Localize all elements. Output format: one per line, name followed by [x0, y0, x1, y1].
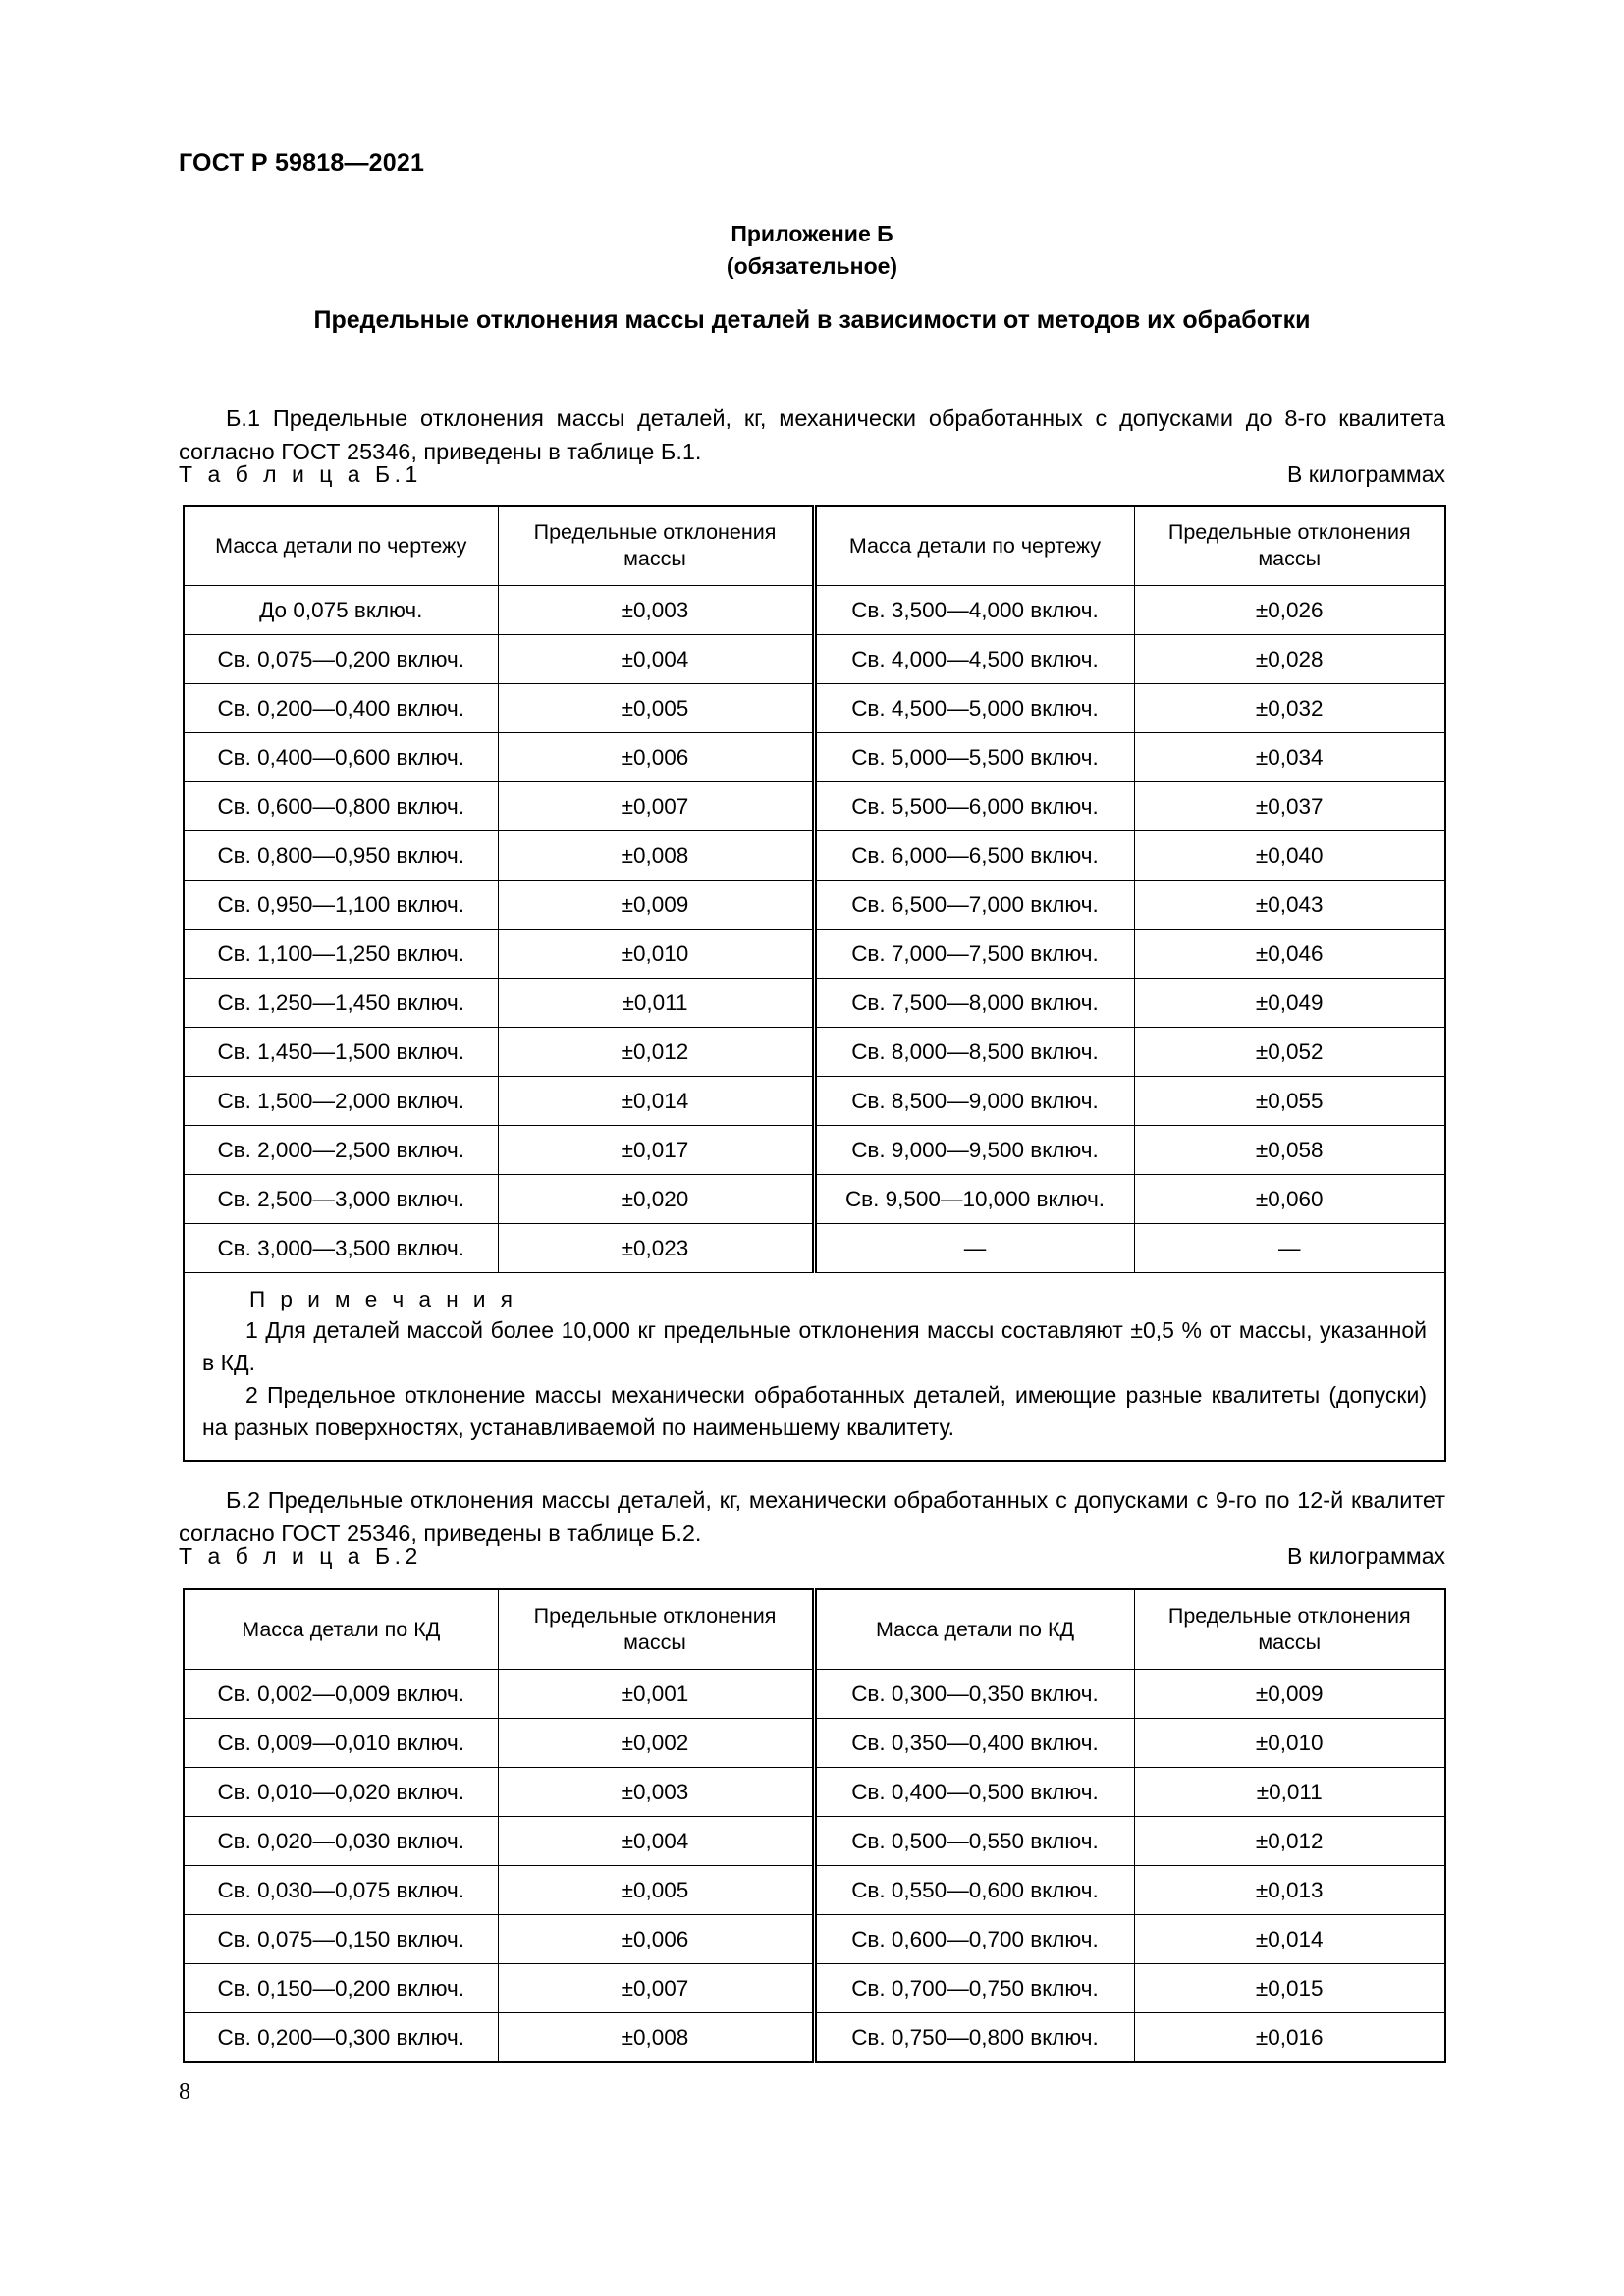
table-cell: Св. 9,500—10,000 включ.: [814, 1175, 1134, 1224]
table-cell: ±0,020: [498, 1175, 814, 1224]
table-row: [184, 1175, 1445, 1224]
table-row: [184, 733, 1445, 782]
table-cell: ±0,055: [1134, 1077, 1445, 1126]
table-cell: Св. 1,100—1,250 включ.: [184, 930, 498, 979]
table-cell: Св. 8,000—8,500 включ.: [814, 1028, 1134, 1077]
table-b1-notes-row: [184, 1273, 1445, 1462]
table-b2-header-row: [184, 1589, 1445, 1670]
table-cell: ±0,060: [1134, 1175, 1445, 1224]
table-cell: Св. 0,002—0,009 включ.: [184, 1670, 498, 1719]
table-cell: Св. 4,000—4,500 включ.: [814, 635, 1134, 684]
table-b1-units: В килограммах: [1287, 461, 1445, 487]
annex-heading: Предельные отклонения массы деталей в зависимости от методов их обработки: [313, 306, 1311, 334]
table-cell: Св. 3,000—3,500 включ.: [184, 1224, 498, 1273]
table-b2-units: В килограммах: [1287, 1543, 1445, 1569]
paragraph-b2-text: Б.2 Предельные отклонения массы деталей, кг, механически обработанных с допусками с 9-го по 12-й квалитет согласно ГОСТ 25346, приведены в таблице Б.2.: [179, 1486, 1445, 1546]
table-cell: ±0,014: [1134, 1915, 1445, 1964]
table-cell: ±0,004: [498, 1817, 814, 1866]
table-row: [184, 1866, 1445, 1915]
table-cell: ±0,003: [498, 586, 814, 635]
table-cell: Св. 0,150—0,200 включ.: [184, 1964, 498, 2013]
table-cell: ±0,026: [1134, 586, 1445, 635]
table-cell: Св. 6,000—6,500 включ.: [814, 831, 1134, 881]
table-cell: Св. 0,020—0,030 включ.: [184, 1817, 498, 1866]
table-cell: ±0,049: [1134, 979, 1445, 1028]
table-cell: ±0,006: [498, 733, 814, 782]
table-cell: ±0,002: [498, 1719, 814, 1768]
table-b1-header-cell: Масса детали по чертежу: [184, 506, 498, 586]
note-item-1-text: 1 Для деталей массой более 10,000 кг предельные отклонения массы составляют ±0,5 % от массы, указанной в КД.: [202, 1317, 1427, 1375]
table-cell: ±0,015: [1134, 1964, 1445, 2013]
table-b1-body: [184, 586, 1445, 1462]
table-b2: [183, 1588, 1446, 2063]
table-cell: ±0,007: [498, 1964, 814, 2013]
table-row: [184, 1224, 1445, 1273]
table-cell: Св. 0,200—0,300 включ.: [184, 2013, 498, 2063]
table-row: [184, 1670, 1445, 1719]
table-b2-body: [184, 1670, 1445, 2063]
table-cell: ±0,010: [1134, 1719, 1445, 1768]
table-b1-notes-cell: [184, 1273, 1445, 1462]
table-cell: Св. 2,500—3,000 включ.: [184, 1175, 498, 1224]
page-number: 8: [179, 2079, 190, 2105]
table-cell: ±0,014: [498, 1077, 814, 1126]
table-cell: ±0,058: [1134, 1126, 1445, 1175]
table-row: [184, 1719, 1445, 1768]
table-b1: [183, 505, 1446, 1462]
table-b2-caption-row: [179, 1543, 1445, 1570]
table-row: [184, 684, 1445, 733]
table-cell: ±0,037: [1134, 782, 1445, 831]
notes-title: П р и м е ч а н и я: [249, 1287, 517, 1311]
table-cell: Св. 5,500—6,000 включ.: [814, 782, 1134, 831]
table-cell: ±0,008: [498, 831, 814, 881]
table-cell: Св. 2,000—2,500 включ.: [184, 1126, 498, 1175]
table-cell: ±0,001: [498, 1670, 814, 1719]
table-cell: ±0,009: [1134, 1670, 1445, 1719]
table-cell: Св. 0,300—0,350 включ.: [814, 1670, 1134, 1719]
table-b1-header-row: [184, 506, 1445, 586]
table-b1-header-cell: Предельные отклонения массы: [1134, 506, 1445, 586]
table-cell: Св. 7,500—8,000 включ.: [814, 979, 1134, 1028]
note-item-1: [202, 1314, 1427, 1379]
table-cell: Св. 1,500—2,000 включ.: [184, 1077, 498, 1126]
table-cell: ±0,012: [498, 1028, 814, 1077]
table-cell: Св. 0,200—0,400 включ.: [184, 684, 498, 733]
table-cell: ±0,040: [1134, 831, 1445, 881]
table-row: [184, 1126, 1445, 1175]
table-row: [184, 1964, 1445, 2013]
table-b2-caption: Т а б л и ц а Б.2: [179, 1543, 422, 1569]
table-cell: —: [814, 1224, 1134, 1273]
table-cell: Св. 0,075—0,200 включ.: [184, 635, 498, 684]
table-cell: Св. 0,950—1,100 включ.: [184, 881, 498, 930]
table-cell: ±0,007: [498, 782, 814, 831]
table-cell: До 0,075 включ.: [184, 586, 498, 635]
table-cell: ±0,005: [498, 1866, 814, 1915]
paragraph-b1: [179, 401, 1445, 468]
table-row: [184, 1768, 1445, 1817]
table-row: [184, 1915, 1445, 1964]
table-b2-header-cell: Масса детали по КД: [184, 1589, 498, 1670]
table-cell: ±0,005: [498, 684, 814, 733]
table-row: [184, 782, 1445, 831]
annex-title-block: [179, 218, 1445, 283]
table-cell: Св. 0,700—0,750 включ.: [814, 1964, 1134, 2013]
table-cell: ±0,004: [498, 635, 814, 684]
note-item-2-text: 2 Предельное отклонение массы механически обработанных деталей, имеющие разные квалитеты (допуски) на разных поверхностях, устанавливаемой по наименьшему квалитету.: [202, 1382, 1427, 1440]
table-b2-header-cell: Предельные отклонения массы: [498, 1589, 814, 1670]
table-cell: Св. 0,600—0,700 включ.: [814, 1915, 1134, 1964]
paragraph-b1-text: Б.1 Предельные отклонения массы деталей, кг, механически обработанных с допусками до 8-го квалитета согласно ГОСТ 25346, приведены в таблице Б.1.: [179, 404, 1445, 464]
annex-name: Приложение Б: [731, 221, 893, 246]
table-cell: ±0,028: [1134, 635, 1445, 684]
table-row: [184, 2013, 1445, 2063]
table-cell: Св. 3,500—4,000 включ.: [814, 586, 1134, 635]
table-row: [184, 635, 1445, 684]
table-cell: ±0,046: [1134, 930, 1445, 979]
table-cell: Св. 0,075—0,150 включ.: [184, 1915, 498, 1964]
table-cell: Св. 5,000—5,500 включ.: [814, 733, 1134, 782]
table-cell: ±0,009: [498, 881, 814, 930]
table-cell: ±0,003: [498, 1768, 814, 1817]
table-row: [184, 1028, 1445, 1077]
table-cell: Св. 0,030—0,075 включ.: [184, 1866, 498, 1915]
table-cell: Св. 7,000—7,500 включ.: [814, 930, 1134, 979]
table-cell: Св. 0,400—0,600 включ.: [184, 733, 498, 782]
table-b2-header-cell: Масса детали по КД: [814, 1589, 1134, 1670]
note-item-2: [202, 1379, 1427, 1444]
table-cell: ±0,052: [1134, 1028, 1445, 1077]
table-cell: —: [1134, 1224, 1445, 1273]
table-cell: Св. 1,450—1,500 включ.: [184, 1028, 498, 1077]
table-cell: ±0,043: [1134, 881, 1445, 930]
table-cell: ±0,023: [498, 1224, 814, 1273]
table-cell: ±0,006: [498, 1915, 814, 1964]
table-cell: ±0,013: [1134, 1866, 1445, 1915]
table-row: [184, 979, 1445, 1028]
table-cell: Св. 0,009—0,010 включ.: [184, 1719, 498, 1768]
paragraph-b2: [179, 1483, 1445, 1550]
table-cell: Св. 0,010—0,020 включ.: [184, 1768, 498, 1817]
table-row: [184, 586, 1445, 635]
table-b1-header-cell: Предельные отклонения массы: [498, 506, 814, 586]
document-standard-header: ГОСТ Р 59818—2021: [179, 149, 425, 177]
table-cell: ±0,011: [1134, 1768, 1445, 1817]
table-cell: ±0,008: [498, 2013, 814, 2063]
table-cell: Св. 0,350—0,400 включ.: [814, 1719, 1134, 1768]
table-cell: ±0,034: [1134, 733, 1445, 782]
table-cell: Св. 0,800—0,950 включ.: [184, 831, 498, 881]
table-cell: ±0,032: [1134, 684, 1445, 733]
table-row: [184, 881, 1445, 930]
annex-kind: (обязательное): [726, 253, 898, 279]
table-cell: Св. 0,400—0,500 включ.: [814, 1768, 1134, 1817]
table-cell: Св. 8,500—9,000 включ.: [814, 1077, 1134, 1126]
table-cell: Св. 0,750—0,800 включ.: [814, 2013, 1134, 2063]
table-row: [184, 930, 1445, 979]
table-b2-header-cell: Предельные отклонения массы: [1134, 1589, 1445, 1670]
table-cell: Св. 0,550—0,600 включ.: [814, 1866, 1134, 1915]
table-cell: ±0,010: [498, 930, 814, 979]
table-row: [184, 1077, 1445, 1126]
table-cell: Св. 9,000—9,500 включ.: [814, 1126, 1134, 1175]
table-b1-caption: Т а б л и ц а Б.1: [179, 461, 422, 487]
table-cell: ±0,017: [498, 1126, 814, 1175]
table-cell: Св. 0,600—0,800 включ.: [184, 782, 498, 831]
table-cell: Св. 6,500—7,000 включ.: [814, 881, 1134, 930]
table-cell: ±0,016: [1134, 2013, 1445, 2063]
table-cell: Св. 0,500—0,550 включ.: [814, 1817, 1134, 1866]
table-cell: Св. 1,250—1,450 включ.: [184, 979, 498, 1028]
table-cell: ±0,011: [498, 979, 814, 1028]
table-row: [184, 1817, 1445, 1866]
table-b1-caption-row: [179, 461, 1445, 488]
table-b1-header-cell: Масса детали по чертежу: [814, 506, 1134, 586]
table-cell: Св. 4,500—5,000 включ.: [814, 684, 1134, 733]
table-row: [184, 831, 1445, 881]
table-cell: ±0,012: [1134, 1817, 1445, 1866]
